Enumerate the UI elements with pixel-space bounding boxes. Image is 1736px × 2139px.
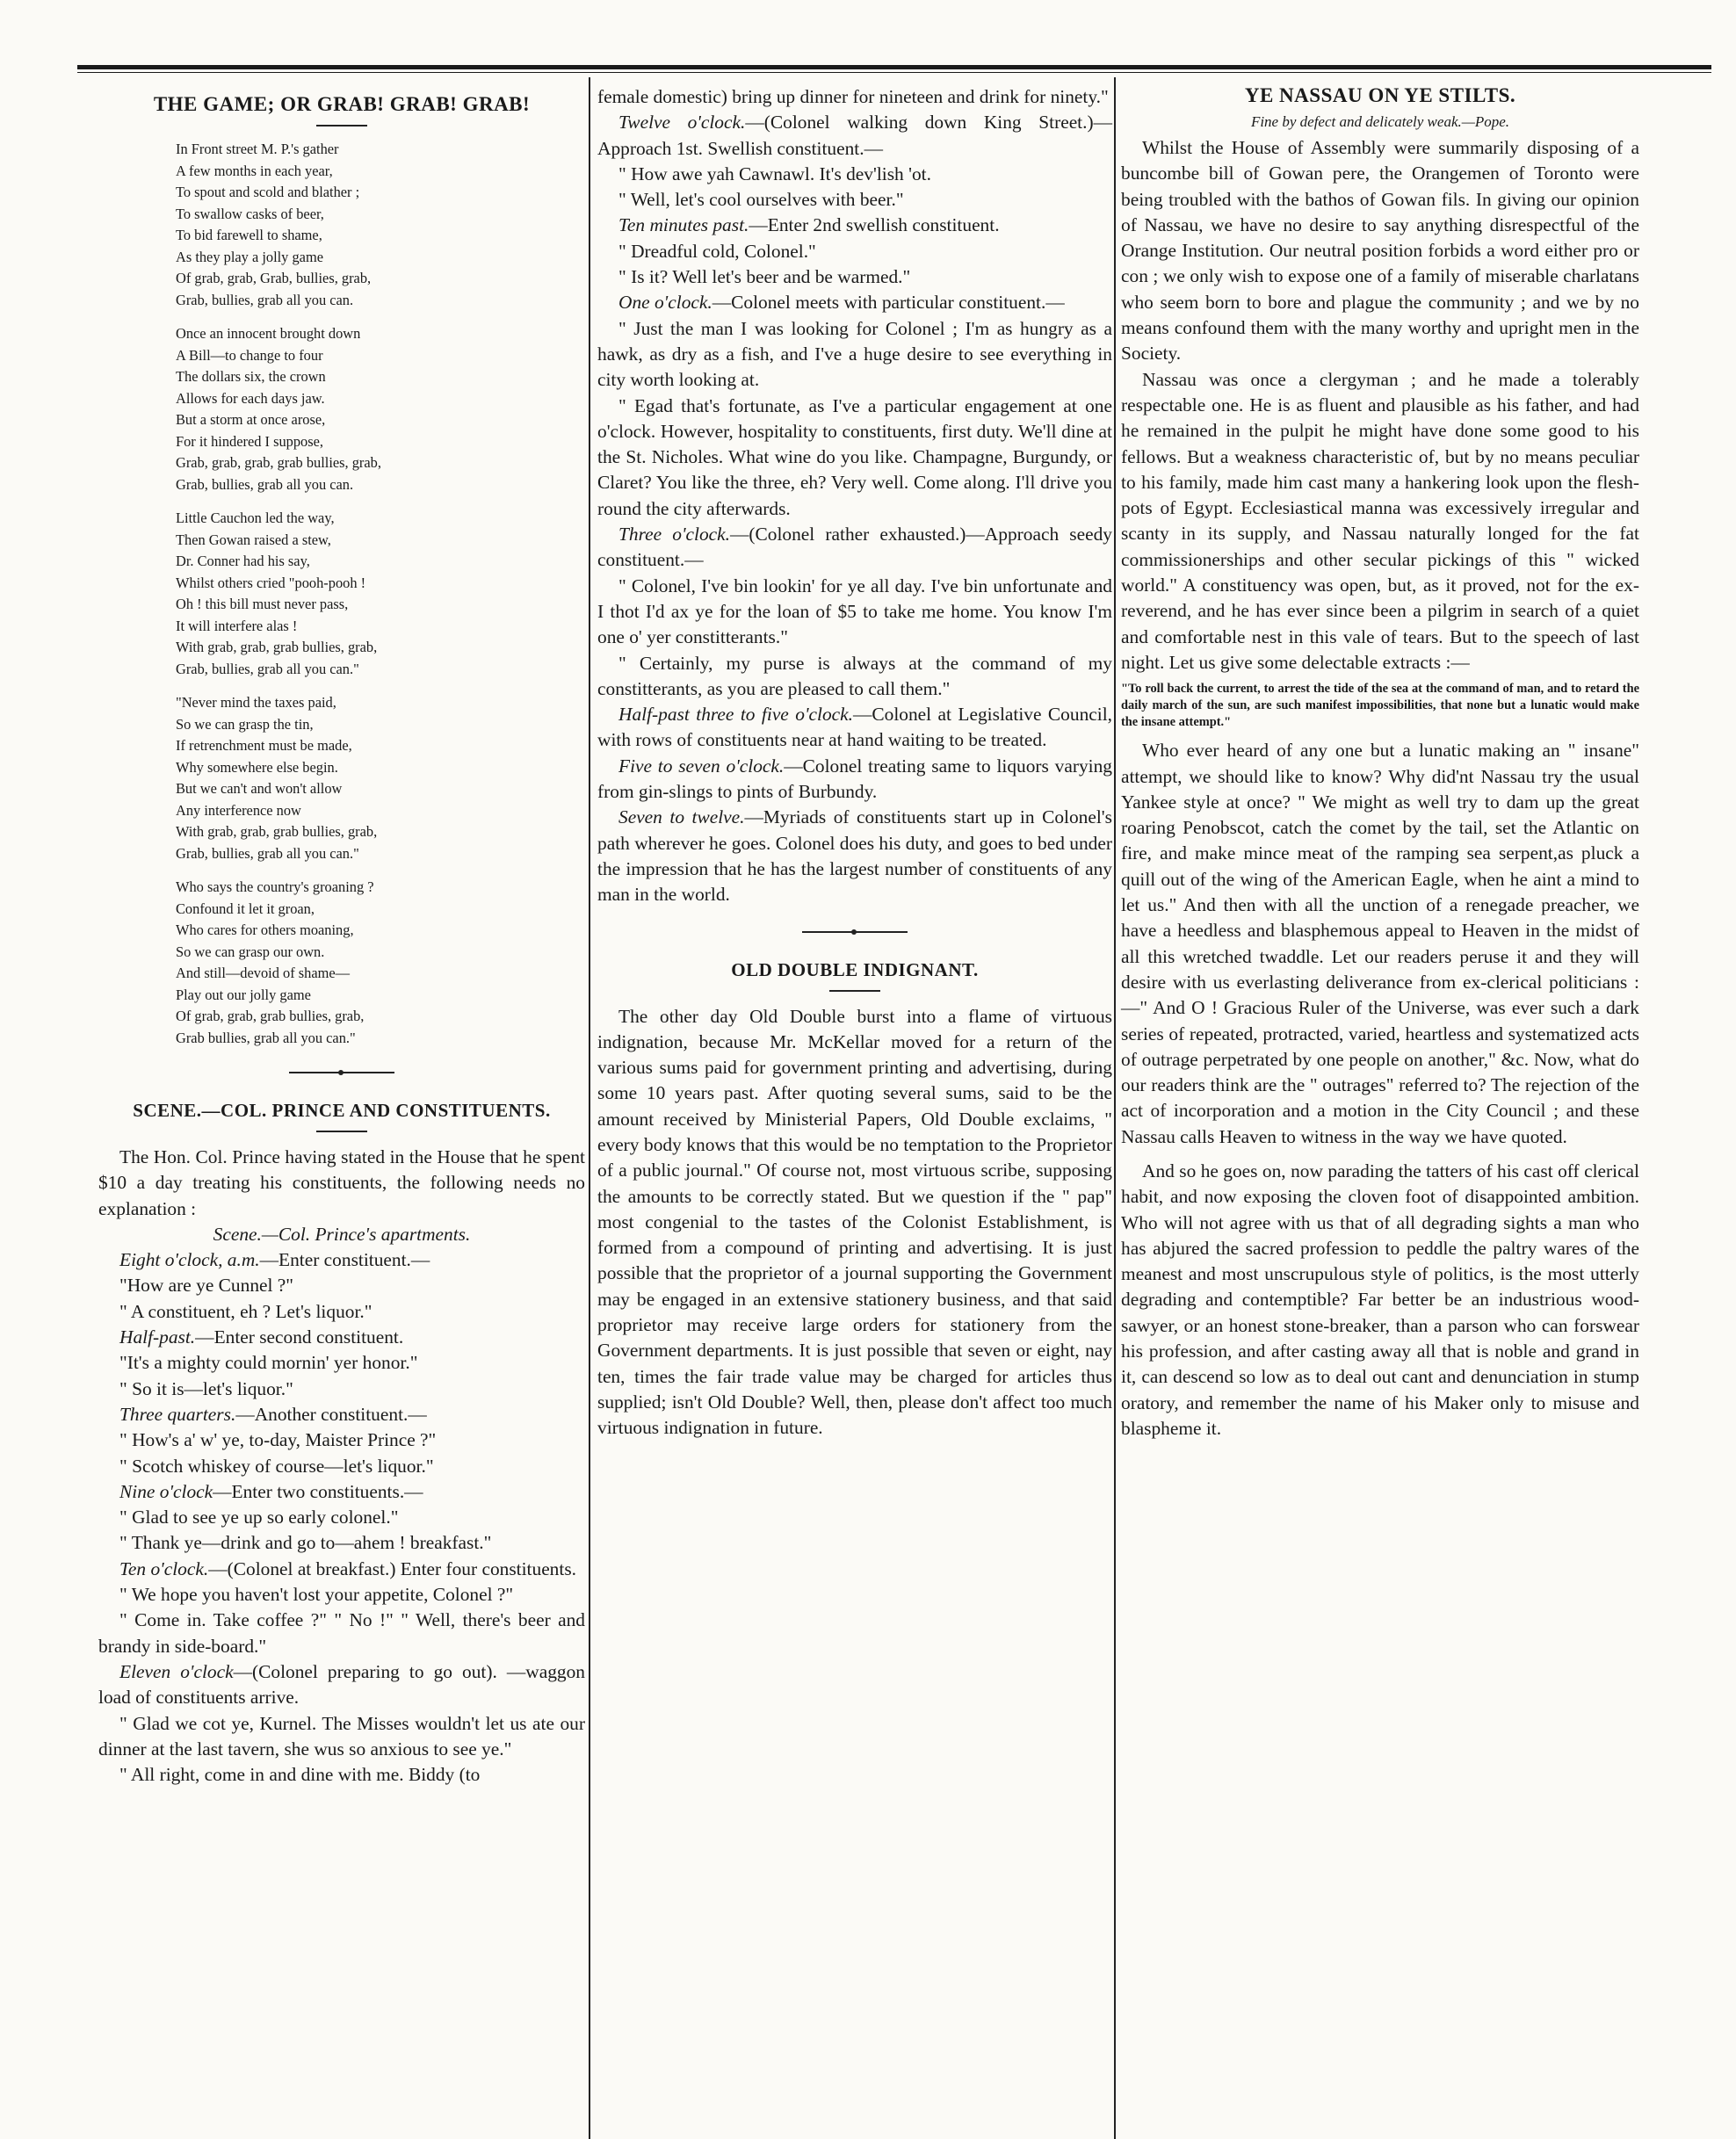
top-rule bbox=[77, 65, 1711, 69]
poem-line: And still—devoid of shame— bbox=[176, 965, 351, 981]
poem-line: Allows for each days jaw. bbox=[176, 389, 325, 407]
dialogue-line bbox=[597, 239, 1112, 264]
poem-stanza bbox=[176, 692, 585, 864]
column-1 bbox=[98, 84, 585, 1788]
poem-line: So we can grasp our own. bbox=[176, 943, 325, 960]
time-label: Five to seven o'clock. bbox=[618, 755, 785, 777]
poem-line: Once an innocent brought down bbox=[176, 325, 361, 342]
dialogue-line bbox=[597, 574, 1112, 651]
dialogue-text: " Scotch whiskey of course—let's liquor." bbox=[119, 1455, 434, 1477]
dialogue-text: " How awe yah Cawnawl. It's dev'lish 'ot. bbox=[618, 163, 931, 184]
poem-line: Dr. Conner had his say, bbox=[176, 553, 310, 569]
poem-line: With grab, grab, grab bullies, grab, bbox=[176, 823, 378, 840]
column-3 bbox=[1121, 84, 1639, 1442]
dialogue-line bbox=[98, 1454, 585, 1479]
dialogue-text: —(Colonel preparing to go out). —waggon load of constituents arrive. bbox=[98, 1660, 585, 1709]
dialogue-text: —Enter constituent.— bbox=[259, 1249, 430, 1271]
dialogue-line bbox=[597, 264, 1112, 290]
poem-stanza bbox=[176, 323, 585, 495]
poem-line: Grab, bullies, grab all you can. bbox=[176, 291, 354, 308]
dialogue-line bbox=[98, 1659, 585, 1711]
dialogue-line bbox=[98, 1608, 585, 1659]
dialogue-line bbox=[597, 84, 1112, 110]
poem-line: With grab, grab, grab bullies, grab, bbox=[176, 639, 378, 655]
poem-line: Play out our jolly game bbox=[176, 986, 311, 1003]
dialogue-text: —Enter two constituents.— bbox=[213, 1480, 423, 1502]
dialogue-line bbox=[98, 1505, 585, 1530]
poem-stanza bbox=[176, 877, 585, 1049]
dialogue-line bbox=[597, 290, 1112, 315]
dialogue-text: —Myriads of constituents start up in Colonel's path wherever he goes. Colonel does his duty, and goes to bed under the impression that he has the largest number of constituents of any man in the world. bbox=[597, 806, 1112, 906]
dialogue-text: —(Colonel walking down King Street.)—Approach 1st. Swellish constituent.— bbox=[597, 112, 1112, 159]
poem-line: Confound it let it groan, bbox=[176, 900, 315, 917]
poem-line: Grab bullies, grab all you can." bbox=[176, 1029, 356, 1046]
dialogue-text: —(Colonel at breakfast.) Enter four constituents. bbox=[208, 1557, 576, 1579]
dialogue-text: " Is it? Well let's beer and be warmed." bbox=[618, 266, 911, 288]
title-rule bbox=[316, 1131, 367, 1132]
poem-line: "Never mind the taxes paid, bbox=[176, 694, 336, 711]
article-paragraph: Whilst the House of Assembly were summarily disposing of a buncombe bill of Gowan pere, the Orangemen of Toronto were being troubled with the bathos of Gowan fils. In giving our opinion of Nassau, we have no desire to say anything disrespectful of the Orange Institution. Our neutral position forbids a word either pro or con ; we only wish to expose one of a family of miserable charlatans who seem born to bore and plague the community ; and we by no means confound them with the many worthy and upright men in the Society. bbox=[1121, 137, 1639, 365]
article-paragraph: Nassau was once a clergyman ; and he made a tolerably respectable one. He is as fluent and plausible as his father, and had he remained in the pulpit he might have done some good to his fellows. But a weakness characteristic of, but by no means peculiar to his family, made him cast many a hankering look upon the flesh-pots of Egypt. Ecclesiastical manna was excessively irregular and scanty in its supply, and Nassau naturally longed for the fat commissionerships and other secular pickings of this " wicked world." A constituency was open, but, as it proved, not for the ex-reverend, and he has ever since been a pilgrim in search of a quiet and comfortable nest in this vale of tears. But to the speech of last night. Let us give some delectable extracts :— bbox=[1121, 368, 1639, 673]
scene-heading: Scene.—Col. Prince's apartments. bbox=[213, 1223, 471, 1245]
poem-line: If retrenchment must be made, bbox=[176, 737, 352, 754]
time-label: One o'clock. bbox=[618, 292, 712, 314]
poem-line: But a storm at once arose, bbox=[176, 411, 326, 428]
poem-line: Grab, grab, grab, grab bullies, grab, bbox=[176, 454, 381, 471]
dialogue-text: " Glad we cot ye, Kurnel. The Misses wouldn't let us ate our dinner at the last tavern, she wus so anxious to see ye." bbox=[98, 1712, 585, 1760]
dialogue-line bbox=[98, 1402, 585, 1427]
poem-line: Why somewhere else begin. bbox=[176, 758, 338, 776]
poem-line: Who cares for others moaning, bbox=[176, 921, 354, 938]
poem-line: A Bill—to change to four bbox=[176, 346, 323, 364]
time-label: Ten minutes past. bbox=[618, 214, 749, 236]
dialogue-text: " Dreadful cold, Colonel." bbox=[618, 240, 816, 262]
poem-line: But we can't and won't allow bbox=[176, 780, 343, 797]
poem-line: Of grab, grab, Grab, bullies, grab, bbox=[176, 270, 372, 286]
poem bbox=[176, 139, 585, 1049]
dialogue-text: —Enter second constituent. bbox=[195, 1326, 404, 1348]
poem-line: To swallow casks of beer, bbox=[176, 205, 324, 222]
poem-line: The dollars six, the crown bbox=[176, 368, 326, 385]
poem-line: Whilst others cried "pooh-pooh ! bbox=[176, 574, 366, 591]
poem-line: Oh ! this bill must never pass, bbox=[176, 596, 349, 612]
poem-line: Who says the country's groaning ? bbox=[176, 878, 374, 895]
dialogue-text: " Come in. Take coffee ?" " No !" " Well, there's beer and brandy in side-board." bbox=[98, 1609, 585, 1657]
dialogue-line bbox=[98, 1325, 585, 1350]
dialogue-line bbox=[597, 702, 1112, 754]
dialogue-line bbox=[98, 1247, 585, 1273]
poem-line: In Front street M. P.'s gather bbox=[176, 141, 339, 157]
poem-line: Grab, bullies, grab all you can." bbox=[176, 844, 359, 862]
poem-line: So we can grasp the tin, bbox=[176, 715, 314, 733]
time-label: Eleven o'clock bbox=[119, 1660, 234, 1682]
poem-line: To spout and scold and blather ; bbox=[176, 184, 360, 200]
dialogue-text: " Glad to see ye up so early colonel." bbox=[119, 1507, 399, 1528]
poem-line: It will interfere alas ! bbox=[176, 617, 298, 634]
title-rule bbox=[316, 125, 367, 126]
dialogue-line bbox=[597, 651, 1112, 703]
poem-stanza bbox=[176, 139, 585, 311]
dialogue-line bbox=[98, 1427, 585, 1453]
dialogue bbox=[98, 1247, 585, 1788]
dialogue-line bbox=[98, 1350, 585, 1376]
dialogue-line bbox=[98, 1530, 585, 1556]
dialogue-line bbox=[597, 162, 1112, 187]
dialogue-text: —Colonel at Legislative Council, with rows of constituents near at hand waiting to be treated. bbox=[597, 704, 1112, 751]
dialogue-line bbox=[597, 213, 1112, 238]
time-label: Three o'clock. bbox=[618, 524, 730, 546]
dialogue-line bbox=[597, 110, 1112, 162]
column-divider bbox=[1114, 77, 1116, 2139]
dialogue-text: " Well, let's cool ourselves with beer." bbox=[618, 189, 904, 211]
dialogue-line bbox=[98, 1377, 585, 1402]
dialogue-line bbox=[597, 754, 1112, 806]
dialogue-text: " A constituent, eh ? Let's liquor." bbox=[119, 1300, 373, 1322]
article-paragraph: And so he goes on, now parading the tatters of his cast off clerical habit, and now exposing the cloven foot of disappointed ambition. Who will not agree with us that of all degrading sights a man who has abjured the sacred profession to peddle the paltry wares of the meanest and most unscrupulous style of politics, is the most utterly degrading and contemptible? Far better be an industrious wood-sawyer, or an honest stone-breaker, than a parson who can forswear his profession, and after casting away all that is noble and grand in it, can descend so low as to deal out cant and denunciation in stump oratory, and remember the name of his Maker only to misuse and blaspheme it. bbox=[1121, 1160, 1639, 1439]
dialogue-line bbox=[98, 1299, 585, 1325]
article-paragraph: Who ever heard of any one but a lunatic making an " insane" attempt, we should like to know? Why did'nt Nassau try the usual Yankee style at once? " We might as well try to dam up the great roaring Penobscot, catch the comet by the tail, set the Atlantic on fire, and make mince meat of the ramping sea serpent,as pluck a quill out of the wing of the American Eagle, when he aint a mind to let us." And then with all the unction of a renegade preacher, we have a heedless and blasphemous appeal to Heaven in the midst of all this wretched twaddle. Let our readers peruse it and they will desire with us everlasting deliverance from ex-clerical politicians :—" And O ! Gracious Ruler of the Universe, was ever such a dark series of repeated, protracted, varied, heartless and systematized acts of outrage perpetrated by one people on another," &c. Now, what do our readers think are the " outrages" referred to? The rejection of the act of incorporation and a motion in the City Council ; and these Nassau calls Heaven to witness in the way we have quoted. bbox=[1121, 740, 1639, 1147]
dialogue-text: " We hope you haven't lost your appetite, Colonel ?" bbox=[119, 1584, 514, 1606]
column-2 bbox=[597, 84, 1112, 1442]
time-label: Twelve o'clock. bbox=[618, 112, 746, 134]
article-title: YE NASSAU ON YE STILTS. bbox=[1244, 84, 1516, 106]
time-label: Seven to twelve. bbox=[618, 806, 745, 828]
top-rule-thin bbox=[77, 72, 1711, 73]
dialogue-text: —Enter 2nd swellish constituent. bbox=[749, 214, 1000, 236]
dialogue-text: " Egad that's fortunate, as I've a particular engagement at one o'clock. However, hospitality to constituents, first duty. We'll dine at the St. Nicholes. What wine do you like. Champagne, Burgundy, or Claret? You like the three, eh? Very well. Come along. I'll drive you round the city afterwards. bbox=[597, 394, 1112, 519]
dialogue-line bbox=[597, 394, 1112, 522]
dialogue-line bbox=[98, 1479, 585, 1505]
dialogue-text: —Another constituent.— bbox=[235, 1403, 427, 1425]
dialogue-text: —(Colonel rather exhausted.)—Approach seedy constituent.— bbox=[597, 524, 1112, 571]
poem-line: As they play a jolly game bbox=[176, 248, 323, 265]
dialogue-text: " Certainly, my purse is always at the command of my constitterants, as you are pleased to call them." bbox=[597, 652, 1112, 699]
section-separator bbox=[802, 931, 908, 933]
epigraph: Fine by defect and delicately weak.—Pope. bbox=[1250, 113, 1510, 130]
poem-line: To bid farewell to shame, bbox=[176, 227, 322, 243]
dialogue-text: " Colonel, I've bin lookin' for ye all day. I've bin unfortunate and I thot I'd ax ye for the loan of $5 to take me home. You know I'm one o' yer constitterants." bbox=[597, 574, 1112, 648]
dialogue-line bbox=[98, 1711, 585, 1763]
time-label: Eight o'clock, a.m. bbox=[119, 1249, 260, 1271]
poem-line: A few months in each year, bbox=[176, 162, 333, 179]
dialogue-line bbox=[597, 187, 1112, 213]
poem-line: For it hindered I suppose, bbox=[176, 432, 323, 450]
dialogue-text: " All right, come in and dine with me. Biddy (to bbox=[119, 1764, 481, 1786]
dialogue-line bbox=[597, 522, 1112, 574]
dialogue-text: " Thank ye—drink and go to—ahem ! breakfast." bbox=[119, 1532, 492, 1554]
dialogue-text: female domestic) bring up dinner for nineteen and drink for ninety." bbox=[597, 86, 1109, 107]
dialogue bbox=[597, 84, 1112, 908]
time-label: Ten o'clock. bbox=[119, 1557, 209, 1579]
time-label: Nine o'clock bbox=[119, 1480, 213, 1502]
poem-line: Grab, bullies, grab all you can. bbox=[176, 475, 354, 493]
dialogue-line bbox=[597, 805, 1112, 907]
poem-line: Of grab, grab, grab bullies, grab, bbox=[176, 1008, 365, 1024]
poem-line: Grab, bullies, grab all you can." bbox=[176, 660, 359, 677]
section-separator bbox=[289, 1072, 394, 1073]
dialogue-line bbox=[98, 1273, 585, 1298]
article-body: The other day Old Double burst into a flame of virtuous indignation, because Mr. McKellar moved for a return of the various sums paid for government printing and advertising, during some 10 years past. After quoting several sums, said to be the amount received by Ministerial Papers, Old Double exclaims, " every body knows that this would be no temptation to the Proprietor of a public journal." Of course not, most virtuous scribe, supposing the amounts to be correctly stated. But we question if the " pap" most congenial to the tastes of the Colonist Establishment, is formed from a compound of printing and advertising. It is just possible that the proprietor of a journal supporting the Government may be engaged in an extensive stationery business, and that said proprietor may receive large orders for stationery from the Government departments. It is just possible that seven or eight, nay ten, times the fair trade value may be charged for articles thus supplied; isn't Old Double? Well, then, please don't affect too much virtuous indignation in future. bbox=[597, 1005, 1112, 1439]
dialogue-line bbox=[98, 1557, 585, 1582]
dialogue-text: " Just the man I was looking for Colonel ; I'm as hungry as a hawk, as dry as a fish, and I've a huge desire to see everything in city worth looking at. bbox=[597, 317, 1112, 391]
dialogue-line bbox=[597, 316, 1112, 394]
block-quote: "To roll back the current, to arrest the tide of the sea at the command of man, and to retard the daily march of the sun, are such manifest impossibilities, that none but a lunatic would make the insane attempt." bbox=[1121, 682, 1639, 730]
dialogue-text: —Colonel meets with particular constituent.— bbox=[712, 292, 1065, 314]
title-rule bbox=[829, 990, 880, 992]
article-title: THE GAME; OR GRAB! GRAB! GRAB! bbox=[153, 93, 531, 115]
dialogue-text: "It's a mighty could mornin' yer honor." bbox=[119, 1352, 418, 1374]
time-label: Half-past three to five o'clock. bbox=[618, 704, 853, 726]
poem-line: Any interference now bbox=[176, 801, 301, 819]
dialogue-text: "How are ye Cunnel ?" bbox=[119, 1275, 294, 1297]
article-intro: The Hon. Col. Prince having stated in the House that he spent $10 a day treating his constituents, the following needs no explanation : bbox=[98, 1146, 585, 1219]
time-label: Half-past. bbox=[119, 1326, 196, 1348]
column-divider bbox=[589, 77, 590, 2139]
article-title: OLD DOUBLE INDIGNANT. bbox=[731, 958, 979, 980]
time-label: Three quarters. bbox=[119, 1403, 236, 1425]
dialogue-text: —Colonel treating same to liquors varying from gin-slings to pints of Burbundy. bbox=[597, 755, 1113, 803]
poem-stanza bbox=[176, 508, 585, 680]
dialogue-text: " How's a' w' ye, to-day, Maister Prince ?" bbox=[119, 1429, 437, 1451]
article-title: SCENE.—COL. PRINCE AND CONSTITUENTS. bbox=[133, 1100, 551, 1121]
poem-line: Little Cauchon led the way, bbox=[176, 509, 335, 526]
dialogue-line bbox=[98, 1762, 585, 1788]
poem-line: Then Gowan raised a stew, bbox=[176, 531, 331, 548]
dialogue-line bbox=[98, 1582, 585, 1608]
dialogue-text: " So it is—let's liquor." bbox=[119, 1377, 293, 1399]
